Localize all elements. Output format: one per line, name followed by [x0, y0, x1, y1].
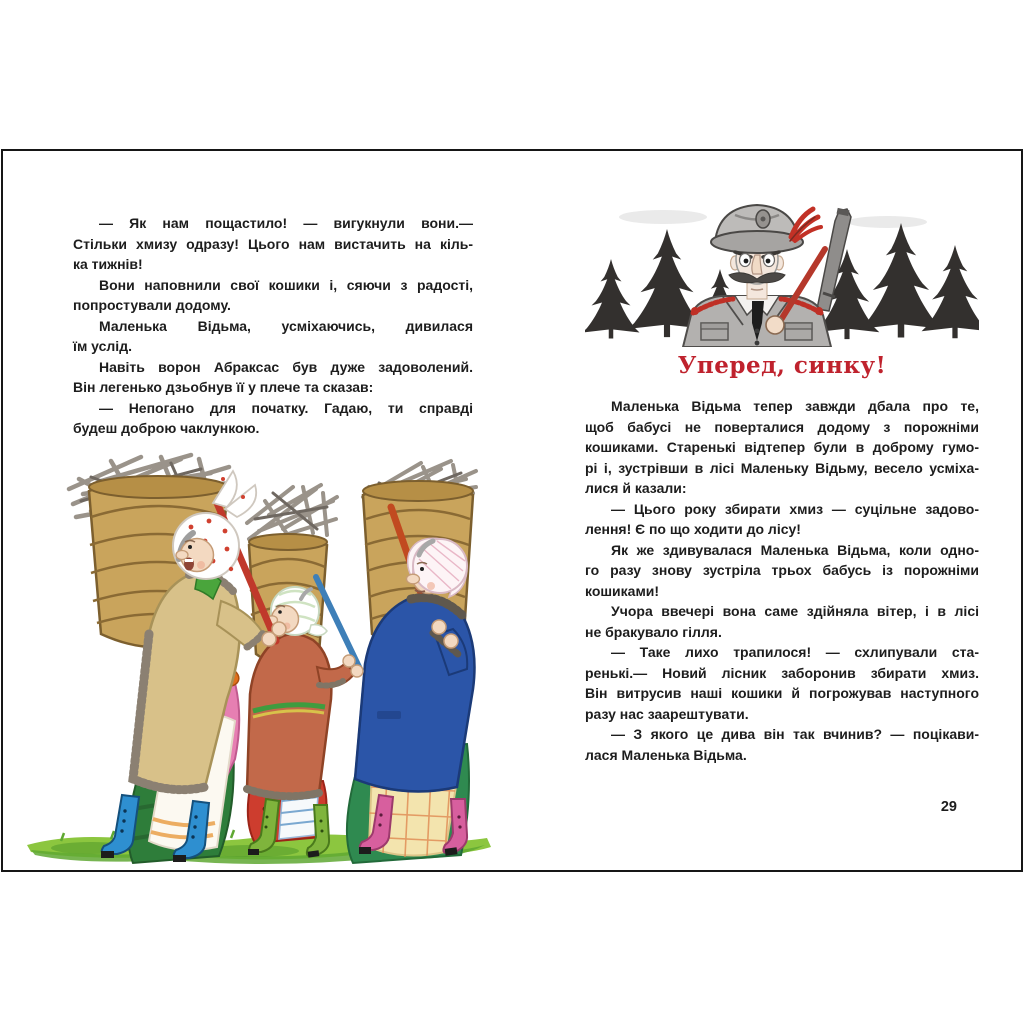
paragraph	[585, 724, 979, 765]
paragraph	[585, 642, 979, 724]
right-page-text	[585, 396, 979, 765]
text-line: попростували додому.	[73, 297, 231, 313]
paragraph	[73, 275, 473, 316]
text-line: кошиками!	[585, 582, 660, 599]
text-line: рі і, зустрівши в лісі Маленьку Відьму, весело усміха-	[585, 459, 979, 476]
text-line: Він легенько дзьобнув її у плече та сказав:	[73, 379, 374, 395]
text-line: Як же здивувалася Маленька Відьма, коли одно-	[611, 541, 979, 558]
text-line: Навіть ворон Абраксас був дуже задоволений.	[99, 358, 473, 375]
paragraph	[585, 540, 979, 602]
red-feather	[790, 209, 821, 241]
text-line: — Як нам пощастило! — вигукнули вони.—	[99, 215, 473, 231]
paragraph	[73, 357, 473, 398]
book-spread	[1, 149, 1023, 872]
paragraph	[585, 499, 979, 540]
left-page-text	[73, 213, 473, 439]
paragraph	[73, 213, 473, 275]
granny-rust	[247, 485, 363, 858]
text-line: Він витрусив наші кошики й погрожував наступного	[585, 685, 979, 701]
hat	[711, 205, 821, 253]
illustration-three-grannies	[21, 449, 533, 873]
text-line: лися й казали:	[585, 480, 687, 496]
granny-blue	[347, 461, 476, 863]
text-line: Учора ввечері вона саме здійняла вітер, і в лісі	[611, 603, 979, 619]
text-line: Маленька Відьма, усміхаючись, дивилася	[99, 317, 473, 334]
text-line: ренькі.— Новий лісник заборонив збирати хмиз.	[585, 664, 979, 681]
text-line: лення! Є по що ходити до лісу!	[585, 521, 801, 537]
text-line: разу нас заарештувати.	[585, 705, 749, 722]
text-line: не бракувало гілля.	[585, 623, 722, 640]
text-line: Маленька Відьма тепер завжди дбала про те,	[611, 398, 979, 414]
text-line: — Непогано для початку. Гадаю, ти справді	[99, 399, 473, 416]
text-line: лася Маленька Відьма.	[585, 746, 747, 763]
text-line: Вони наповнили свої кошики і, сяючи з радості,	[99, 276, 473, 293]
paragraph	[73, 316, 473, 357]
text-line: щоб бабусі не поверталися додому з порожніми	[585, 418, 979, 435]
illustration-forester	[585, 197, 979, 347]
text-line: го разу знову зустріла трьох бабусь із порожніми	[585, 562, 979, 578]
forester	[683, 205, 851, 347]
text-line: їм услід.	[73, 338, 132, 354]
text-line: — Таке лихо трапилося! — схлипували ста-	[611, 644, 979, 660]
text-line: ка тижнів!	[73, 256, 143, 272]
paragraph	[73, 398, 473, 439]
text-line: Стільки хмизу одразу! Цього нам вистачить на кіль-	[73, 235, 473, 252]
text-line: — Цього року збирати хмиз — суцільне задово-	[611, 500, 979, 517]
paragraph	[585, 601, 979, 642]
text-line: будеш доброю чаклункою.	[73, 420, 260, 436]
fist	[766, 316, 784, 334]
text-line: — З якого це дива він так вчинив? — поцікави-	[611, 726, 979, 742]
page-number: 29	[940, 799, 957, 815]
chapter-heading: Уперед, синку!	[677, 352, 887, 379]
paragraph	[585, 396, 979, 499]
text-line: кошиками. Старенькі відтепер були в доброму гумо-	[585, 439, 979, 455]
